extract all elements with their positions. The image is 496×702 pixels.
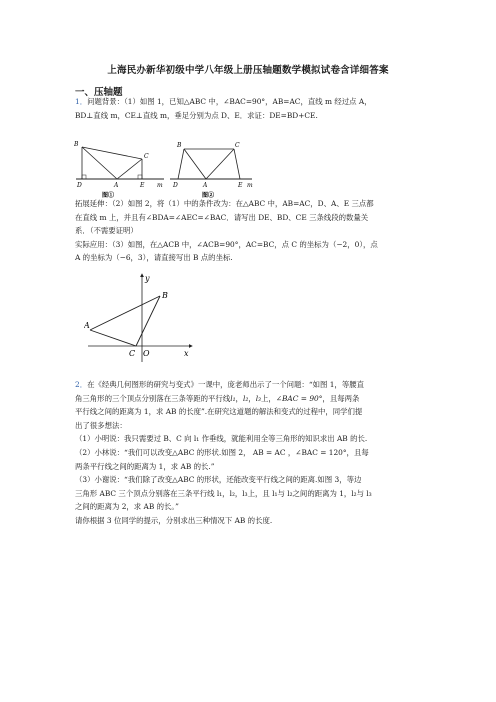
fig1-label-E: E — [140, 182, 145, 189]
comma-2: ， — [248, 393, 256, 403]
problem-2-line-4: 出了很多想法： — [75, 420, 127, 430]
problem-2-line-2a: 角三角形的三个顶点分别落在三条等距的平行线 — [75, 393, 231, 403]
symbol-l2: l₂ — [242, 393, 249, 403]
section-heading: 一、压轴题 — [75, 87, 123, 98]
figure-1 — [74, 135, 166, 199]
problem-2-line-7: 两条平行线之间的距离为 1，求 AB 的长.” — [75, 461, 215, 471]
fig1-label-m: m — [157, 182, 163, 189]
problem-1-number: 1． — [75, 97, 88, 106]
extension-line-1: 拓展延伸：（2）如图 2，将（1）中的条件改为：在△ABC 中，AB=AC，D、A、E 三点都 — [75, 199, 374, 208]
problem-1-text — [75, 95, 425, 122]
problem-2-line-10: 之间的距离为 2，求 AB 的长。” — [75, 502, 179, 512]
fig1-caption: 图① — [102, 192, 115, 199]
problem-2-number: 2． — [75, 380, 88, 389]
fig3-label-x: x — [184, 349, 189, 358]
fig3-label-A: A — [84, 321, 90, 330]
angle-bac-90: ∠BAC = 90° — [275, 393, 323, 403]
symbol-l1: l₁ — [230, 393, 236, 403]
fig2-label-D: D — [173, 182, 178, 189]
problem-2-line-2f: ，且每两条 — [322, 393, 360, 403]
fig3-label-B: B — [162, 291, 168, 300]
figure-3-coordinate — [84, 270, 196, 366]
problem-2-line-3: 平行线之间的距离为 1，求 AB 的长度”.在研究这道题的解法和变式的过程中，同学们提 — [75, 407, 363, 417]
problem-2-line-6: （2）小林说：“我们可以改变△ABC 的形状.如图 2， AB = AC ，∠BAC = 120°，且每 — [75, 447, 369, 457]
fig2-label-B: B — [177, 142, 182, 149]
fig3-label-O: O — [143, 349, 150, 358]
problem-2-line-11: 请你根据 3 位同学的提示，分别求出三种情况下 AB 的长度. — [75, 515, 273, 525]
fig2-label-C: C — [235, 142, 240, 149]
fig1-label-C: C — [144, 153, 149, 160]
problem-2-text — [75, 378, 425, 528]
application-line-1: 实际应用：（3）如图，在△ACB 中，∠ACB=90°，AC=BC，点 C 的坐标为（−2，0），点 — [75, 239, 378, 249]
problem-1-line-1: 问题背景：（1）如图 1，已知△ABC 中，∠BAC=90°，AB=AC，直线 m 经过点 A， — [87, 97, 372, 106]
problem-2-line-1: 在《经典几何图形的研究与变式》一课中，庞老师出示了一个问题：“如图 1，等腰直 — [87, 380, 364, 389]
problem-2-line-9: 三角形 ABC 三个顶点分别落在三条平行线 l₁，l₂，l₃上，且 l₁与 l₂之间的距离为 1，l₂与 l₃ — [75, 488, 372, 498]
page-title: 上海民办新华初级中学八年级上册压轴题数学模拟试卷含详细答案 — [107, 65, 389, 76]
fig2-label-A: A — [203, 182, 208, 189]
problem-1-extension — [75, 197, 425, 265]
extension-line-3: 系．（不需要证明） — [75, 226, 138, 236]
fig2-label-E: E — [238, 182, 243, 189]
comma-1: ， — [235, 393, 243, 403]
problem-2-line-5: （1）小明说：我只需要过 B、C 向 l₁ 作垂线，就能利用全等三角形的知识求出 AB 的长. — [75, 434, 368, 444]
figure-2 — [168, 135, 254, 199]
problem-1-line-2: BD⊥直线 m，CE⊥直线 m，垂足分别为点 D、E．求证：DE=BD+CE. — [75, 110, 318, 120]
problem-2-line-8: （3）小谢说：“我们除了改变△ABC 的形状，还能改变平行线之间的距离.如图 3，等边 — [75, 475, 362, 485]
application-line-2: A 的坐标为（−6，3），请直接写出 B 点的坐标. — [75, 253, 233, 263]
fig1-label-D: D — [77, 182, 82, 189]
fig1-label-A: A — [114, 182, 119, 189]
fig2-caption: 图② — [202, 192, 215, 199]
fig2-label-m: m — [247, 182, 253, 189]
extension-line-2: 在直线 m 上，并且有∠BDA=∠AEC=∠BAC．请写出 DE、BD、CE 三条线段的数量关 — [75, 212, 369, 222]
fig1-label-B: B — [74, 141, 79, 148]
on-text: 上， — [261, 393, 276, 403]
fig3-label-C: C — [129, 349, 136, 358]
symbol-l3: l₃ — [255, 393, 262, 403]
fig3-label-y: y — [145, 274, 150, 283]
